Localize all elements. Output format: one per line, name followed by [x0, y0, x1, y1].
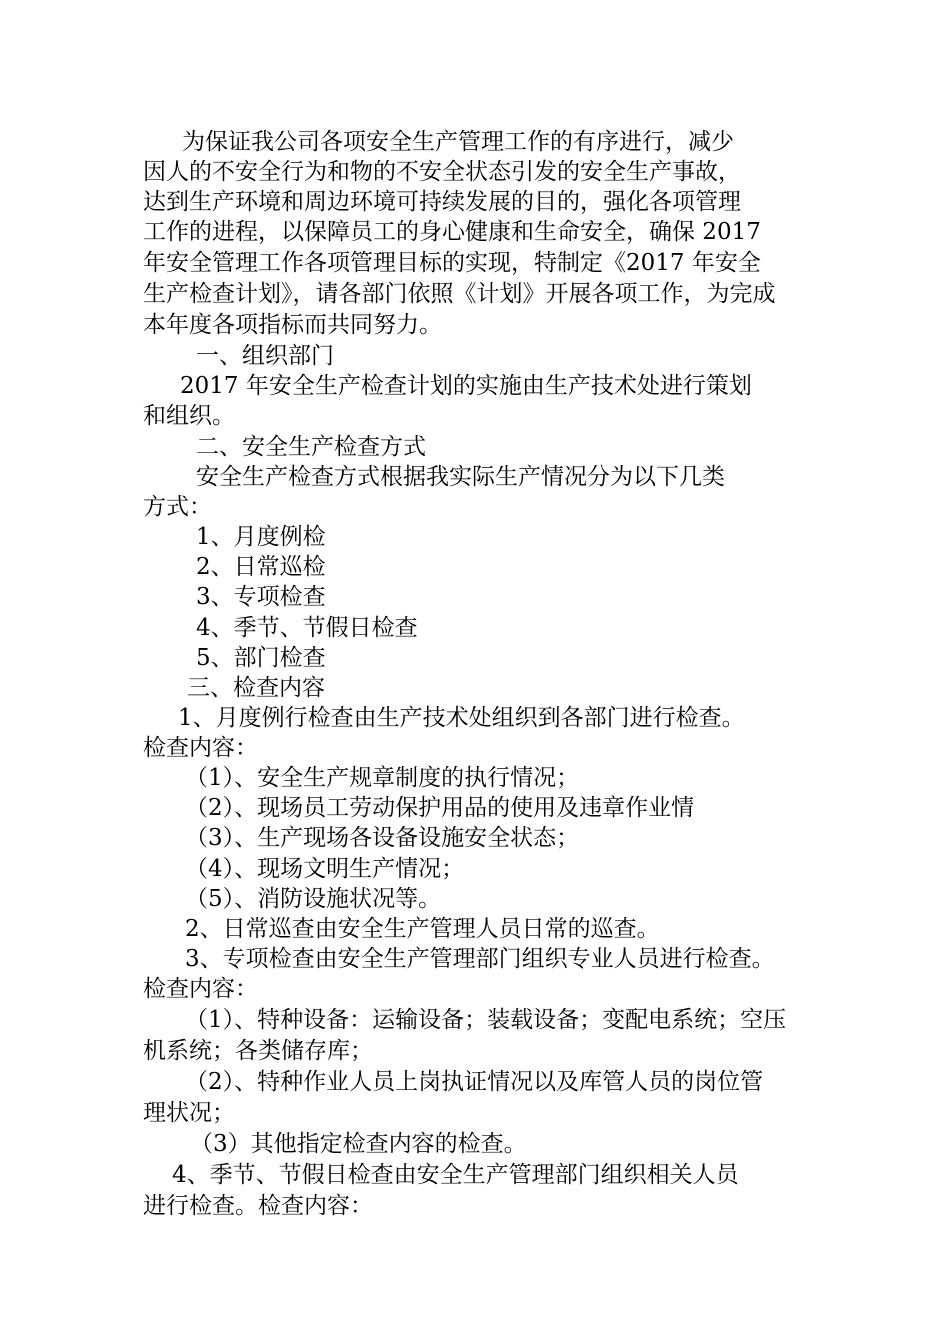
- list-item-method-3: 3、专项检查: [196, 584, 326, 610]
- list-item-method-5: 5、部门检查: [196, 645, 326, 671]
- paragraph-seasonal-line-1: 4、季节、节假日检查由安全生产管理部门组织相关人员: [172, 1162, 739, 1188]
- list-item-method-1: 1、月度例检: [196, 524, 326, 550]
- list-item-monthly-2: （2）、现场员工劳动保护用品的使用及违章作业情: [185, 795, 695, 821]
- section-heading-organization: 一、组织部门: [196, 343, 334, 369]
- paragraph-intro-line-7: 本年度各项指标而共同努力。: [143, 312, 442, 338]
- paragraph-intro-line-2: 因人的不安全行为和物的不安全状态引发的安全生产事故，: [143, 159, 741, 185]
- paragraph-special-line-2: 检查内容：: [143, 976, 258, 1002]
- paragraph-intro-line-5: 年安全管理工作各项管理目标的实现，特制定《2017 年安全: [143, 250, 761, 276]
- paragraph-intro-line-4: 工作的进程，以保障员工的身心健康和生命安全，确保 2017: [143, 219, 761, 245]
- paragraph-intro-line-6: 生产检查计划》，请各部门依照《计划》开展各项工作，为完成: [143, 281, 776, 307]
- paragraph-special-line-1: 3、专项检查由安全生产管理部门组织专业人员进行检查。: [185, 946, 775, 972]
- paragraph-methods-line-1: 安全生产检查方式根据我实际生产情况分为以下几类: [196, 464, 725, 490]
- list-item-method-2: 2、日常巡检: [196, 554, 326, 580]
- paragraph-monthly-line-2: 检查内容：: [143, 735, 258, 761]
- paragraph-intro-line-3: 达到生产环境和周边环境可持续发展的目的，强化各项管理: [143, 189, 741, 215]
- list-item-method-4: 4、季节、节假日检查: [196, 615, 418, 641]
- paragraph-organization-line-2: 和组织。: [143, 403, 235, 429]
- paragraph-organization-line-1: 2017 年安全生产检查计划的实施由生产技术处进行策划: [180, 373, 752, 399]
- list-item-monthly-5: （5）、消防设施状况等。: [185, 886, 442, 912]
- paragraph-seasonal-line-2: 进行检查。检查内容：: [143, 1193, 373, 1219]
- list-item-monthly-1: （1）、安全生产规章制度的执行情况；: [185, 765, 580, 791]
- paragraph-methods-line-2: 方式：: [143, 494, 212, 520]
- list-item-special-1-line-2: 机系统；各类储存库；: [143, 1038, 373, 1064]
- list-item-monthly-4: （4）、现场文明生产情况；: [185, 856, 465, 882]
- section-heading-inspection-methods: 二、安全生产检查方式: [196, 434, 426, 460]
- section-heading-inspection-content: 三、检查内容: [187, 675, 325, 701]
- paragraph-monthly-line-1: 1、月度例行检查由生产技术处组织到各部门进行检查。: [178, 705, 745, 731]
- paragraph-daily-patrol: 2、日常巡查由安全生产管理人员日常的巡查。: [185, 916, 660, 942]
- list-item-special-1-line-1: （1）、特种设备：运输设备；装载设备；变配电系统；空压: [185, 1007, 787, 1033]
- list-item-special-2-line-2: 理状况；: [143, 1100, 235, 1126]
- list-item-special-3: （3）其他指定检查内容的检查。: [190, 1131, 527, 1157]
- list-item-monthly-3: （3）、生产现场各设备设施安全状态；: [185, 825, 580, 851]
- list-item-special-2-line-1: （2）、特种作业人员上岗执证情况以及库管人员的岗位管: [185, 1069, 764, 1095]
- paragraph-intro-line-1: 为保证我公司各项安全生产管理工作的有序进行，减少: [182, 129, 734, 155]
